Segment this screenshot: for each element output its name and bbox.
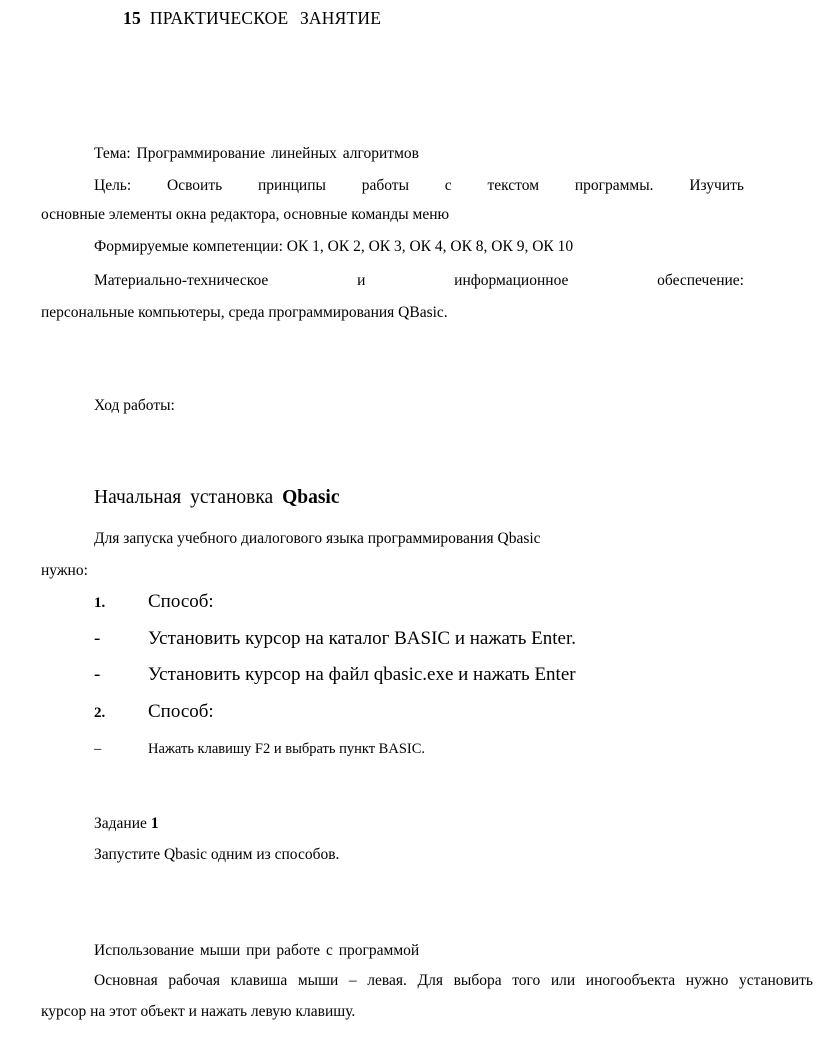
materials-line-1: Материально-техническое и информационное обеспечение: bbox=[94, 272, 744, 289]
list-marker: 1. bbox=[94, 595, 106, 611]
task-text: Запустите Qbasic одним из способов. bbox=[94, 846, 340, 863]
topic-line: Тема: Программирование линейных алгоритмов bbox=[94, 145, 419, 162]
setup-heading bbox=[94, 486, 340, 510]
lesson-number: 15 bbox=[123, 8, 141, 28]
task-number: 1 bbox=[150, 815, 159, 832]
task-heading bbox=[94, 814, 159, 833]
setup-intro-line-1: Для запуска учебного диалогового языка программирования Qbasic bbox=[94, 530, 541, 547]
list-marker: 2. bbox=[94, 705, 106, 721]
goal-line-1: Цель: Освоить принципы работы с текстом программы. Изучить bbox=[94, 177, 744, 194]
setup-heading-bold: Qbasic bbox=[282, 487, 340, 508]
setup-intro-line-2: нужно: bbox=[41, 562, 88, 579]
list-marker: - bbox=[94, 628, 101, 649]
task-label: Задание bbox=[94, 815, 147, 832]
mouse-line-1: Основная рабочая клавиша мыши – левая. Для выбора того или иногообъекта нужно установить bbox=[94, 972, 813, 989]
list-marker: – bbox=[94, 741, 102, 757]
list-marker: - bbox=[94, 664, 101, 685]
materials-line-2: персональные компьютеры, среда программирования QBasic. bbox=[41, 304, 448, 321]
list-item bbox=[94, 627, 794, 651]
work-heading: Ход работы: bbox=[94, 397, 175, 414]
list-item bbox=[94, 700, 734, 724]
mouse-line-2: курсор на этот объект и нажать левую клавишу. bbox=[41, 1003, 356, 1020]
list-item bbox=[94, 740, 734, 758]
list-text: Способ: bbox=[148, 591, 214, 612]
page-title bbox=[123, 8, 381, 30]
mouse-heading: Использование мыши при работе с программой bbox=[94, 942, 420, 959]
setup-heading-regular: Начальная установка bbox=[94, 487, 274, 508]
list-text: Способ: bbox=[148, 701, 214, 722]
list-text: Нажать клавишу F2 и выбрать пункт BASIC. bbox=[148, 741, 426, 757]
goal-line-2: основные элементы окна редактора, основные команды меню bbox=[41, 206, 450, 223]
lesson-title-text: ПРАКТИЧЕСКОЕ ЗАНЯТИЕ bbox=[149, 8, 382, 28]
competencies-line: Формируемые компетенции: ОК 1, ОК 2, ОК 3, ОК 4, ОК 8, ОК 9, ОК 10 bbox=[94, 238, 574, 255]
list-text: Установить курсор на файл qbasic.exe и нажать Enter bbox=[148, 664, 576, 685]
list-text: Установить курсор на каталог BASIC и нажать Enter. bbox=[148, 628, 577, 649]
list-item bbox=[94, 590, 734, 614]
list-item bbox=[94, 663, 794, 687]
